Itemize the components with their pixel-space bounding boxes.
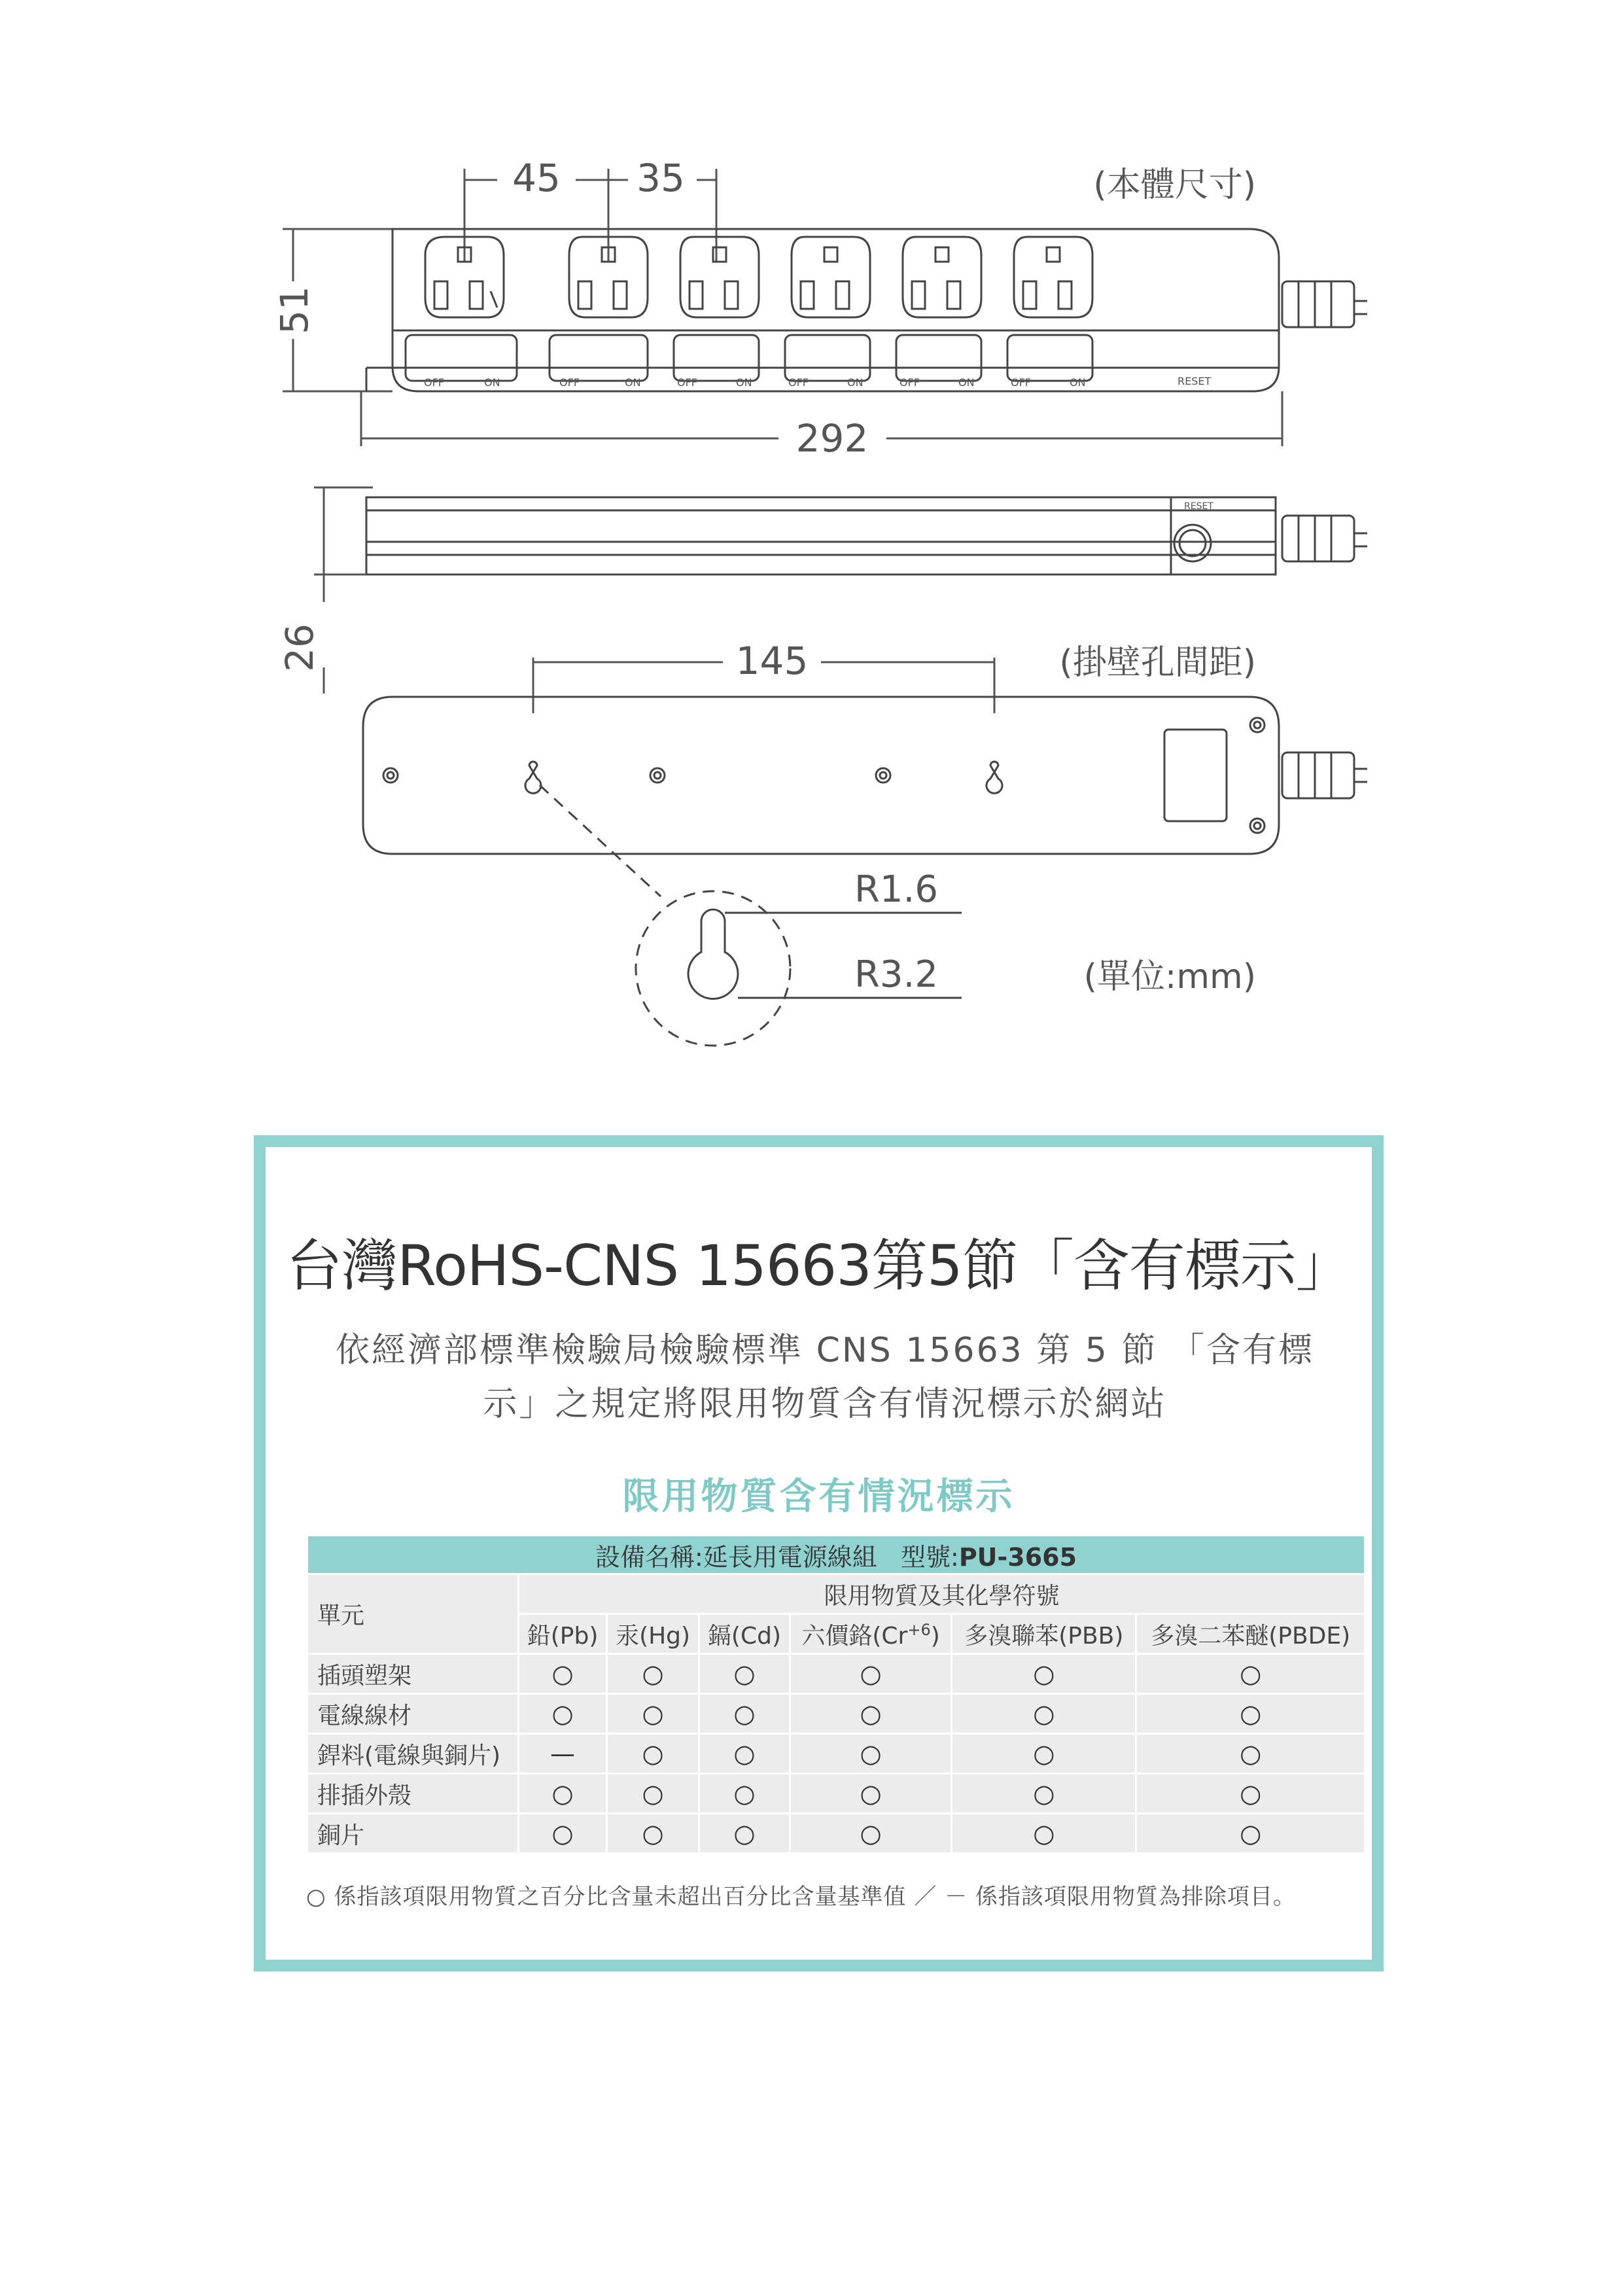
switch-on-label: ON xyxy=(1070,376,1086,389)
mark-cell: ○ xyxy=(952,1774,1136,1814)
mark-cell: ○ xyxy=(790,1654,951,1694)
mark-cell: ○ xyxy=(607,1654,699,1694)
mark-cell: ○ xyxy=(699,1774,790,1814)
device-info-row xyxy=(307,1536,1365,1574)
switch-off-label: OFF xyxy=(677,376,697,389)
dim-45: 45 xyxy=(512,156,561,200)
depth-dimension xyxy=(314,487,373,694)
switch-5 xyxy=(896,335,981,381)
substance-header: 鎘(Cd) xyxy=(699,1614,790,1654)
outlet-3 xyxy=(680,237,759,317)
switch-off-label: OFF xyxy=(559,376,580,389)
switch-off-label: OFF xyxy=(788,376,809,389)
power-strip-side-view xyxy=(366,497,1367,574)
reset-label-side: RESET xyxy=(1184,501,1213,512)
mark-cell: ○ xyxy=(607,1814,699,1854)
switch-on-label: ON xyxy=(484,376,500,389)
part-name: 排插外殼 xyxy=(307,1774,519,1814)
mark-cell: ○ xyxy=(790,1814,951,1854)
radius-large-label: R3.2 xyxy=(854,953,938,996)
dimension-drawing xyxy=(0,0,1623,1080)
mark-cell: ○ xyxy=(519,1814,607,1854)
switch-2 xyxy=(550,335,648,381)
mark-cell: ○ xyxy=(1136,1654,1365,1694)
switch-1 xyxy=(406,335,517,381)
mark-cell: ○ xyxy=(1136,1774,1365,1814)
power-strip-top-view xyxy=(366,229,1367,391)
rohs-description xyxy=(324,1324,1325,1431)
power-strip-bottom-view xyxy=(363,697,1367,854)
mark-cell: ○ xyxy=(790,1734,951,1774)
mark-cell: ○ xyxy=(1136,1734,1365,1774)
substance-group-row xyxy=(307,1574,1365,1614)
description-line-1: 依經濟部標準檢驗局檢驗標準 CNS 15663 第 5 節 「含有標 xyxy=(336,1331,1314,1370)
legend-note: ○ 係指該項限用物質之百分比含量未超出百分比含量基準值 ／ － 係指該項限用物質為排除項目。 xyxy=(306,1884,1296,1910)
device-name: 設備名稱:延長用電源線組 xyxy=(595,1542,877,1572)
body-size-label: (本體尺寸) xyxy=(1093,166,1256,205)
switch-6 xyxy=(1007,335,1092,381)
rohs-panel xyxy=(254,1135,1384,1971)
mark-cell: ○ xyxy=(607,1694,699,1734)
rohs-title: 台灣RoHS-CNS 15663第5節「含有標示」 xyxy=(286,1233,1352,1299)
mark-cell: ○ xyxy=(952,1734,1136,1774)
substance-header: 鉛(Pb) xyxy=(519,1614,607,1654)
section-heading: 限用物質含有情況標示 xyxy=(622,1475,1015,1518)
mark-cell: — xyxy=(519,1734,607,1774)
part-name: 插頭塑架 xyxy=(307,1654,519,1694)
unit-label: (單位:mm) xyxy=(1083,957,1256,997)
description-line-2: 示」之規定將限用物質含有情況標示於網站 xyxy=(483,1385,1167,1424)
switch-off-label: OFF xyxy=(424,376,444,389)
switch-on-label: ON xyxy=(625,376,641,389)
mark-cell: ○ xyxy=(699,1814,790,1854)
substance-table xyxy=(306,1534,1366,1854)
outlet-5 xyxy=(903,237,981,317)
dim-292: 292 xyxy=(795,416,869,461)
keyhole-left xyxy=(525,762,541,793)
substance-group-header: 限用物質及其化學符號 xyxy=(519,1574,1365,1614)
mark-cell: ○ xyxy=(607,1774,699,1814)
mark-cell: ○ xyxy=(699,1694,790,1734)
mark-cell: ○ xyxy=(1136,1814,1365,1854)
dim-35: 35 xyxy=(637,156,685,200)
table-row xyxy=(307,1814,1365,1854)
substance-header-cr: 六價鉻$(Cr^{+6})$ xyxy=(790,1614,951,1654)
part-name: 銲料(電線與銅片) xyxy=(307,1734,519,1774)
keyhole-detail xyxy=(540,785,962,1046)
mark-cell: ○ xyxy=(519,1774,607,1814)
mark-cell: ○ xyxy=(952,1814,1136,1854)
radius-small-label: R1.6 xyxy=(854,868,938,911)
model-label: 型號: xyxy=(901,1542,959,1572)
dim-51: 51 xyxy=(272,286,317,334)
mark-cell: ○ xyxy=(607,1734,699,1774)
model-number: PU-3665 xyxy=(958,1542,1077,1572)
switch-on-label: ON xyxy=(847,376,864,389)
switch-4 xyxy=(785,335,870,381)
substance-header: 多溴聯苯(PBB) xyxy=(952,1614,1136,1654)
switch-3 xyxy=(674,335,759,381)
hole-spacing-label: (掛壁孔間距) xyxy=(1059,643,1256,682)
mark-cell: ○ xyxy=(519,1694,607,1734)
substance-header: 汞(Hg) xyxy=(607,1614,699,1654)
mark-cell: ○ xyxy=(952,1654,1136,1694)
reset-label: RESET xyxy=(1178,375,1212,387)
switch-on-label: ON xyxy=(958,376,975,389)
mark-cell: ○ xyxy=(790,1774,951,1814)
mark-cell: ○ xyxy=(519,1654,607,1694)
mark-cell: ○ xyxy=(699,1734,790,1774)
part-name: 銅片 xyxy=(307,1814,519,1854)
outlet-4 xyxy=(792,237,870,317)
switch-on-label: ON xyxy=(736,376,752,389)
table-row xyxy=(307,1654,1365,1694)
table-row xyxy=(307,1774,1365,1814)
table-row xyxy=(307,1694,1365,1734)
unit-header: 單元 xyxy=(307,1574,519,1654)
keyhole-right xyxy=(986,762,1002,793)
mark-cell: ○ xyxy=(952,1694,1136,1734)
substance-header: 多溴二苯醚(PBDE) xyxy=(1136,1614,1365,1654)
table-row xyxy=(307,1734,1365,1774)
mark-cell: ○ xyxy=(1136,1694,1365,1734)
switch-off-label: OFF xyxy=(1011,376,1031,389)
dim-145: 145 xyxy=(735,639,809,683)
plug-strain-relief xyxy=(1282,281,1354,327)
part-name: 電線線材 xyxy=(307,1694,519,1734)
mark-cell: ○ xyxy=(790,1694,951,1734)
outlet-6 xyxy=(1014,237,1092,317)
dim-26: 26 xyxy=(277,624,322,672)
device-info-cell xyxy=(307,1536,1365,1574)
switch-off-label: OFF xyxy=(899,376,920,389)
mark-cell: ○ xyxy=(699,1654,790,1694)
